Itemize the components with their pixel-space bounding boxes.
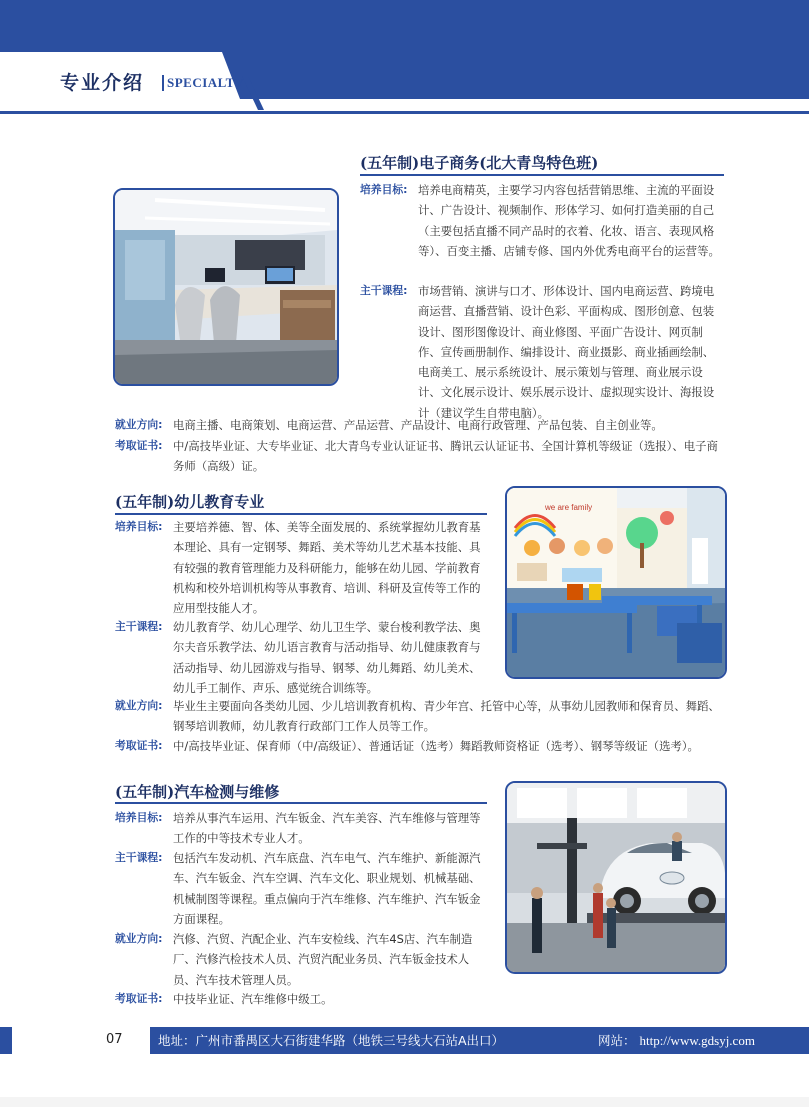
section-rule-kindergarten <box>115 513 487 515</box>
cert-label: 考取证书: <box>115 992 163 1005</box>
kindergarten-career <box>115 696 721 737</box>
garage-photo <box>507 783 725 972</box>
ecommerce-goal <box>360 180 720 261</box>
auto-career <box>115 929 491 990</box>
course-label: 主干课程: <box>360 284 408 297</box>
footer-address: 地址：广州市番禺区大石街建华路（地铁三号线大石站A出口） <box>158 1033 505 1048</box>
ecommerce-career <box>115 415 723 435</box>
header-band-right <box>240 52 809 99</box>
goal-label: 培养目标: <box>360 183 408 196</box>
footer-website <box>598 1031 755 1049</box>
page-subtitle: SPECIALTY <box>162 75 245 91</box>
cert-label: 考取证书: <box>115 739 163 752</box>
ecommerce-courses <box>360 281 720 423</box>
goal-text: 培养电商精英，主要学习内容包括营销思维、主流的平面设计、广告设计、视频制作、形体学习、如何打造美丽的自己（主要包括直播不同产品时的衣着、化妆、语言、表现风格等）、百变主播、店铺专修、国内外优秀电商平台的运营等。 <box>418 183 720 258</box>
career-text: 毕业生主要面向各类幼儿园、少儿培训教育机构、青少年宫、托管中心等，从事幼儿园教师和保育员、舞蹈、钢琴培训教师，幼儿教育行政部门工作人员等工作。 <box>173 699 720 734</box>
page-number-box <box>12 1027 150 1054</box>
course-label: 主干课程: <box>115 851 163 864</box>
section-rule-ecommerce <box>360 174 724 176</box>
page-title: 专业介绍 <box>60 72 145 94</box>
career-label: 就业方向: <box>115 932 163 945</box>
classroom-photo <box>507 488 725 677</box>
kindergarten-courses <box>115 617 491 698</box>
course-label: 主干课程: <box>115 620 163 633</box>
auto-courses <box>115 848 491 929</box>
auto-garage-photo <box>505 781 727 974</box>
section-rule-auto <box>115 802 487 804</box>
goal-text: 主要培养德、智、体、美等全面发展的、系统掌握幼儿教育基本理论、具有一定钢琴、舞蹈、美术等幼儿艺术基本技能、具有较强的教育管理能力及科研能力，能够在幼儿园、学前教育机构和校外培训机构等从事教育、培训、科研及宣传等工作的应用型技能人才。 <box>173 520 481 616</box>
header-ornament <box>238 76 264 112</box>
cert-label: 考取证书: <box>115 439 163 452</box>
cert-text: 中技毕业证、汽车维修中级工。 <box>173 992 333 1006</box>
page-number: 07 <box>106 1032 123 1047</box>
course-text: 市场营销、演讲与口才、形体设计、国内电商运营、跨境电商运营、直播营销、设计色彩、平面构成、图形创意、包装设计、图形图像设计、商业修图、平面广告设计、网页制作、宣传画册制作、编排设计、商业摄影、商业插画绘制、电商美工、展示系统设计、展示策划与管理、商业展示设计、文化展示设计、娱乐展示设计、虚拟现实设计、海报设计（建议学生自带电脑）。 <box>418 284 715 420</box>
auto-cert <box>115 989 491 1009</box>
header-rule <box>0 111 809 114</box>
ecommerce-office-photo <box>113 188 339 386</box>
website-label: 网站： <box>598 1033 636 1048</box>
career-label: 就业方向: <box>115 699 163 712</box>
ecommerce-cert <box>115 436 723 477</box>
section-title-kindergarten: (五年制)幼儿教育专业 <box>115 493 265 511</box>
kindergarten-classroom-photo <box>505 486 727 679</box>
goal-text: 培养从事汽车运用、汽车钣金、汽车美容、汽车维修与管理等工作的中等技术专业人才。 <box>173 811 481 846</box>
goal-label: 培养目标: <box>115 811 163 824</box>
cert-text: 中/高技毕业证、保育师（中/高级证）、普通话证（选考）舞蹈教师资格证（选考）、钢琴等级证（选考）。 <box>173 739 699 753</box>
header-band <box>0 0 809 52</box>
section-title-auto: (五年制)汽车检测与维修 <box>115 783 280 801</box>
kindergarten-goal <box>115 517 491 618</box>
office-photo <box>115 190 337 384</box>
section-title-ecommerce: (五年制)电子商务(北大青鸟特色班) <box>360 154 599 172</box>
course-text: 包括汽车发动机、汽车底盘、汽车电气、汽车维护、新能源汽车、汽车钣金、汽车空调、汽车文化、职业规划、机械基础、机械制图等课程。重点偏向于汽车维修、汽车维护、汽车钣金方面课程。 <box>173 851 481 926</box>
career-label: 就业方向: <box>115 418 163 431</box>
career-text: 汽修、汽贸、汽配企业、汽车安检线、汽车4S店、汽车制造厂、汽修汽检技术人员、汽贸汽配业务员、汽车钣金技术人员、汽车技术管理人员。 <box>173 932 473 987</box>
goal-label: 培养目标: <box>115 520 163 533</box>
kindergarten-cert <box>115 736 721 756</box>
cert-text: 中/高技毕业证、大专毕业证、北大青鸟专业认证证书、腾讯云认证证书、全国计算机等级证（选报）、电子商务师（高级）证。 <box>173 439 718 474</box>
auto-goal <box>115 808 491 849</box>
website-link[interactable]: http://www.gdsyj.com <box>639 1033 755 1048</box>
career-text: 电商主播、电商策划、电商运营、产品运营、产品设计、电商行政管理、产品包装、自主创业等。 <box>173 418 663 432</box>
course-text: 幼儿教育学、幼儿心理学、幼儿卫生学、蒙台梭利教学法、奥尔夫音乐教学法、幼儿语言教育与活动指导、幼儿健康教育与活动指导、幼儿园游戏与指导、钢琴、幼儿舞蹈、幼儿美术、幼儿手工制作、声乐、感觉统合训练等。 <box>173 620 481 695</box>
classroom-sign: we are family <box>545 503 593 512</box>
